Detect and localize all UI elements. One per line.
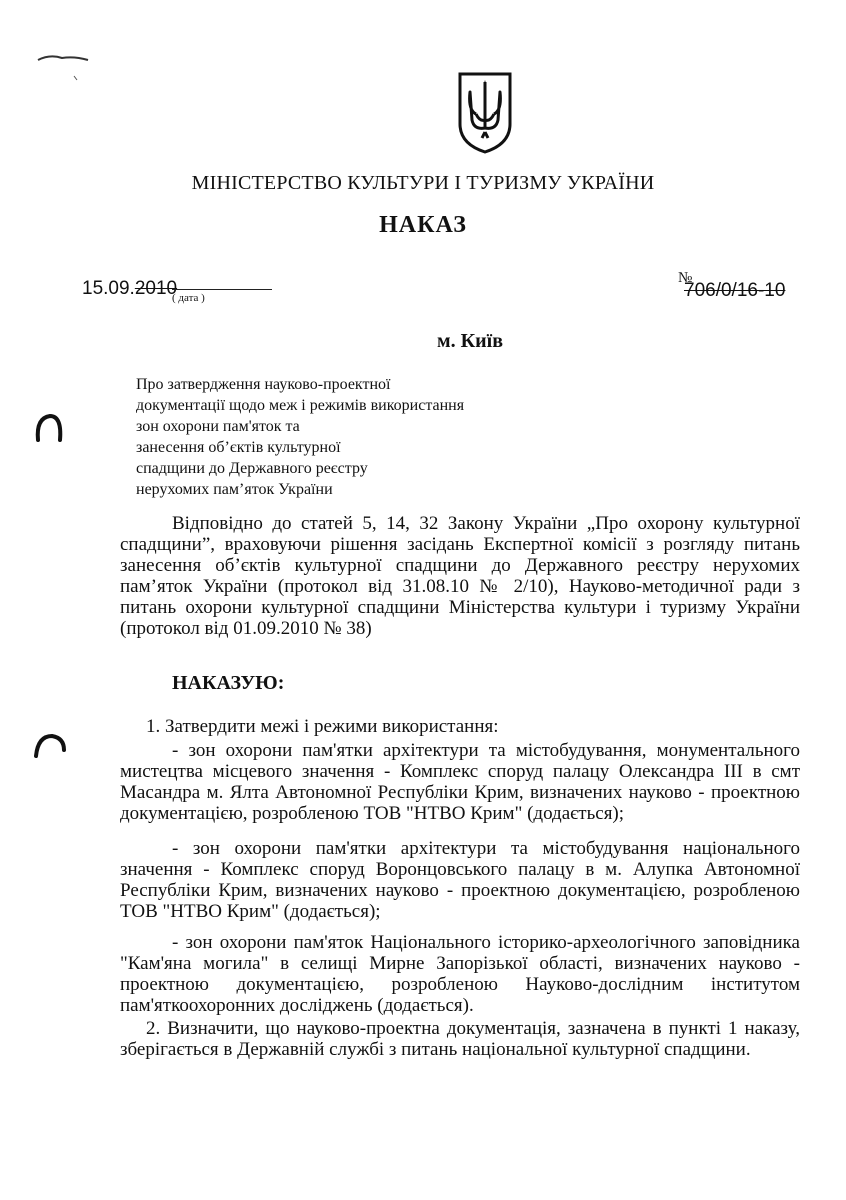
- item-2-text: 2. Визначити, що науково-проектна документація, зазначена в пункті 1 наказу, зберігається в Державній службі з питань національної культурної спадщини.: [120, 1018, 800, 1060]
- punch-hole-mark: [30, 408, 70, 448]
- city: м. Київ: [436, 330, 503, 352]
- document-title: НАКАЗ: [379, 212, 467, 238]
- date-year-struck: 2010: [134, 278, 178, 299]
- number-sign: №: [678, 270, 693, 286]
- punch-hole-mark: [30, 728, 70, 768]
- item-1-subitem: [120, 838, 800, 922]
- order-number: 706/0/16-10: [684, 280, 786, 301]
- subject-line: занесення об’єктів культурної: [136, 439, 341, 456]
- item-1-heading: 1. Затвердити межі і режими використання:: [146, 716, 499, 737]
- order-date: [82, 278, 177, 300]
- item-1-subitem: [120, 932, 800, 1016]
- date-prefix: 15.09.: [82, 278, 135, 299]
- preamble-text: Відповідно до статей 5, 14, 32 Закону України „Про охорону культурної спадщини”, враховуючи рішення засідань Експертної комісії з розгляду питань занесення об’єктів культурної спадщини до Державного реєстру нерухомих пам’яток України (протокол від 31.08.10 № 2/10), Науково-методичної ради з питань охорони культурної спадщини Міністерства культури і туризму України (протокол від 01.09.2010 № 38): [120, 513, 800, 639]
- subject-line: зон охорони пам'яток та: [136, 418, 300, 435]
- trident-coat-of-arms-icon: [456, 70, 514, 154]
- item-1-subitem-text: - зон охорони пам'ятки архітектури та містобудування, монументального мистецтва місцевого значення - Комплекс споруд палацу Олександра ІІІ в смт Масандра м. Ялта Автономної Республіки Крим, визначених науково - проектною документацією, розробленою ТОВ "НТВО Крим" (додається);: [120, 740, 800, 824]
- date-caption: ( дата ): [172, 292, 205, 304]
- order-word: НАКАЗУЮ:: [172, 672, 285, 694]
- item-2: [120, 1018, 800, 1060]
- subject-line: спадщини до Державного реєстру: [136, 460, 368, 477]
- scan-mark: [36, 44, 96, 84]
- ministry-name: МІНІСТЕРСТВО КУЛЬТУРИ І ТУРИЗМУ УКРАЇНИ: [191, 172, 655, 194]
- item-1-subitem-text: - зон охорони пам'яток Національного історико-археологічного заповідника "Кам'яна могила" в селищі Мирне Запорізької області, визначених науково - проектною документацією, розробленою Науково-дослідним інститутом пам'яткоохоронних досліджень (додається).: [120, 932, 800, 1016]
- item-1-subitem: [120, 740, 800, 824]
- subject-line: Про затвердження науково-проектної: [136, 376, 391, 393]
- subject-line: документації щодо меж і режимів використання: [136, 397, 465, 414]
- subject-line: нерухомих пам’яток України: [136, 481, 333, 498]
- preamble: [120, 513, 800, 639]
- date-underline: [172, 289, 272, 290]
- order-subject: [136, 374, 556, 500]
- item-1-subitem-text: - зон охорони пам'ятки архітектури та містобудування національного значення - Комплекс споруд Воронцовського палацу в м. Алупка Автономної Республіки Крим, визначених науково - проектною документацією, розробленою ТОВ "НТВО Крим" (додається);: [120, 838, 800, 922]
